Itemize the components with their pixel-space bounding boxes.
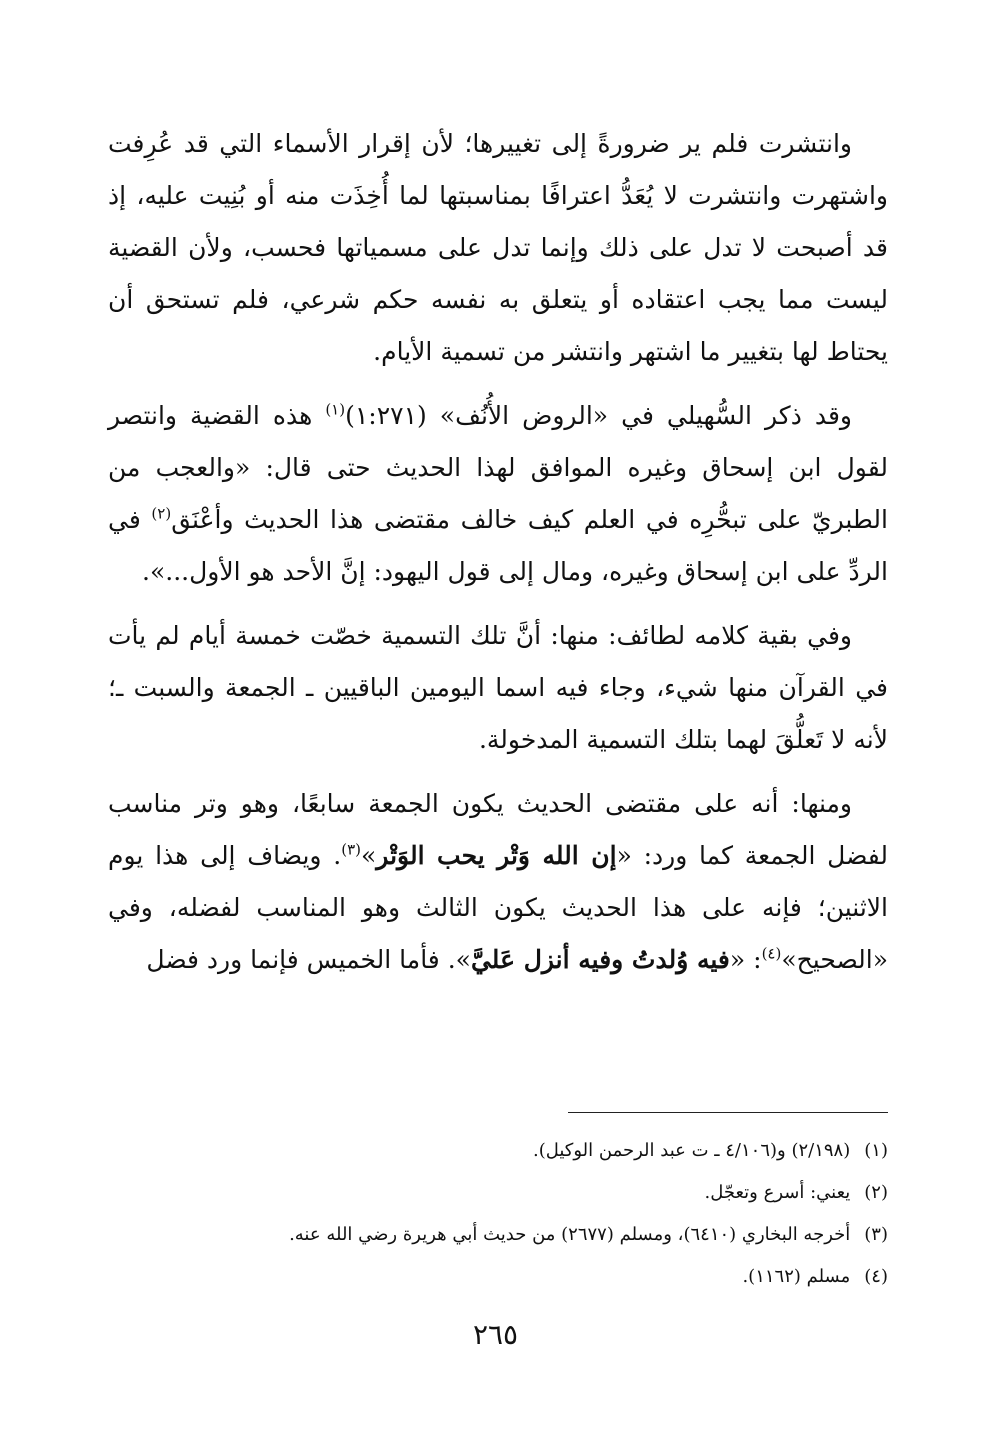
footnote-separator: [568, 1112, 888, 1113]
hadith-quote-2: فيه وُلدتُ وفيه أنزل عَليَّ: [470, 945, 730, 974]
footnote-1-number: (١): [864, 1140, 888, 1161]
footnote-4-text: مسلم (١١٦٢).: [742, 1266, 851, 1287]
paragraph-3: [108, 610, 888, 766]
footnote-3-number: (٣): [864, 1224, 888, 1245]
main-text: [108, 118, 888, 998]
footnote-ref-4[interactable]: (٤): [761, 944, 782, 963]
footnote-1: [108, 1130, 888, 1172]
footnote-ref-3[interactable]: (٣): [341, 840, 361, 859]
paragraph-1: [108, 118, 888, 378]
paragraph-1-text: وانتشرت فلم ير ضرورةً إلى تغييرها؛ لأن إقرار الأسماء التي قد عُرِفت واشتهرت وانتشرت لا يُعَدُّ اعترافًا بمناسبتها لما أُخِذَت منه أو بُنِيت عليه، إذ قد أصبحت لا تدل على ذلك وإنما تدل على مسمياتها فحسب، ولأن القضية ليست مما يجب اعتقاده أو يتعلق به نفسه حكم شرعي، فلم تستحق أن يحتاط لها بتغيير ما اشتهر وانتشر من تسمية الأيام.: [108, 129, 888, 366]
paragraph-2: [108, 390, 888, 598]
paragraph-2-text-a: وقد ذكر السُّهيلي في «الروض الأُنُف» (١:٢٧١): [345, 401, 852, 430]
footnote-1-text: (٢/١٩٨) و(٤/١٠٦ ـ ت عبد الرحمن الوكيل).: [533, 1140, 851, 1161]
footnote-2: [108, 1172, 888, 1214]
footnote-ref-2[interactable]: (٢): [151, 504, 172, 523]
footnote-4-number: (٤): [864, 1266, 888, 1287]
paragraph-4-text-b: »: [360, 841, 377, 870]
paragraph-4-text-e: ». فأما الخميس فإنما ورد فضل: [146, 945, 471, 974]
paragraph-4: [108, 778, 888, 986]
footnote-3-text: أخرجه البخاري (٦٤١٠)، ومسلم (٢٦٧٧) من حديث أبي هريرة رضي الله عنه.: [289, 1224, 851, 1245]
page-number: ٢٦٥: [472, 1318, 519, 1351]
paragraph-3-text: وفي بقية كلامه لطائف: منها: أنَّ تلك التسمية خصّت خمسة أيام لم يأت في القرآن منها شيء، وجاء فيه اسما اليومين الباقيين ـ الجمعة والسبت ـ؛ لأنه لا تَعلُّقَ لهما بتلك التسمية المدخولة.: [108, 621, 888, 754]
hadith-quote-1: إن الله وَتْر يحب الوَتْر: [376, 841, 617, 870]
footnote-4: [108, 1256, 888, 1298]
paragraph-2-text-c: في الردِّ على ابن إسحاق وغيره، ومال إلى قول اليهود: إنَّ الأحد هو الأول...».: [108, 505, 888, 586]
footnote-2-number: (٢): [864, 1182, 888, 1203]
footnote-ref-1[interactable]: (١): [325, 400, 346, 419]
footnotes: [108, 1130, 888, 1298]
paragraph-4-text-d: : «: [729, 945, 762, 974]
paragraph-2-text-b: هذه القضية وانتصر لقول ابن إسحاق وغيره الموافق لهذا الحديث حتى قال: «والعجب من الطبريّ على تبحُّرِه في العلم كيف خالف مقتضى هذا الحديث وأعْنَق: [108, 401, 888, 534]
paragraph-4-text-a: ومنها: أنه على مقتضى الحديث يكون الجمعة سابعًا، وهو وتر مناسب لفضل الجمعة كما ورد: «: [108, 789, 889, 870]
paragraph-4-text-c: . ويضاف إلى هذا يوم الاثنين؛ فإنه على هذا الحديث يكون الثالث وهو المناسب لفضله، وفي «الصحيح»: [108, 841, 888, 974]
footnote-2-text: يعني: أسرع وتعجّل.: [704, 1182, 851, 1203]
footnote-3: [108, 1214, 888, 1256]
